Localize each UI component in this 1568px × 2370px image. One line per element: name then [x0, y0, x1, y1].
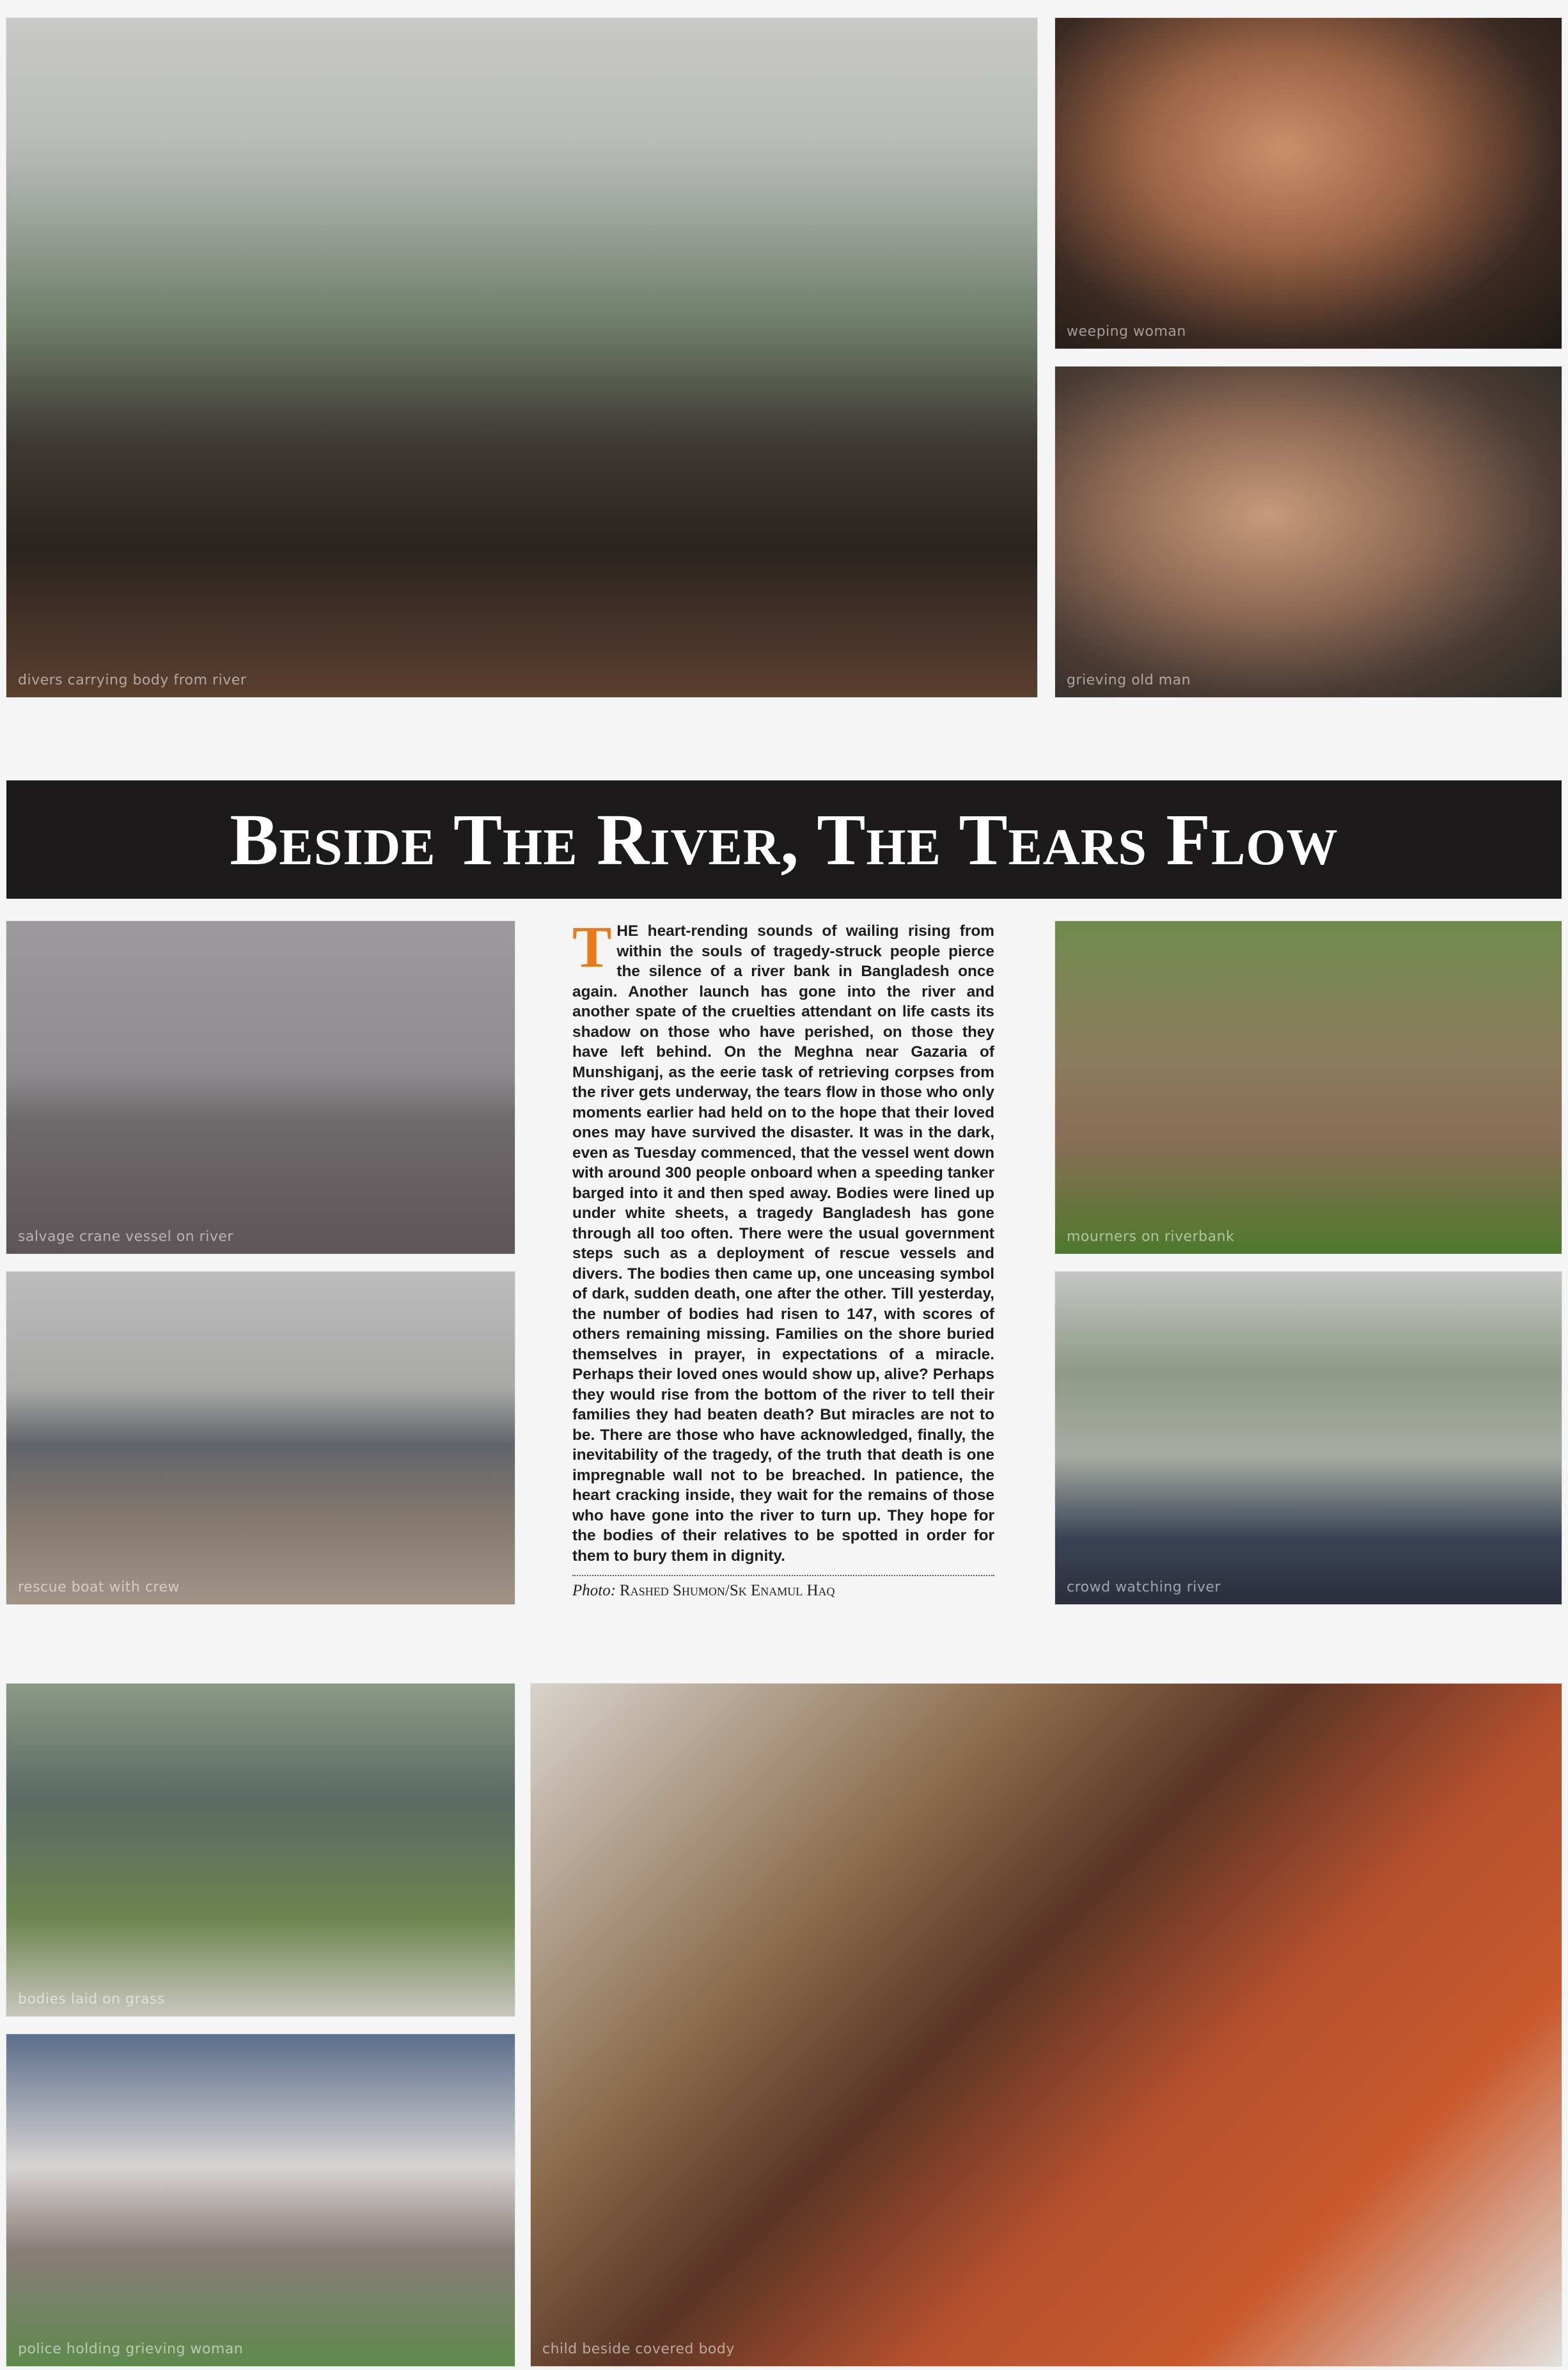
credit-names: Rashed Shumon/Sk Enamul Haq — [620, 1582, 835, 1599]
photo-rescue-boat — [6, 1272, 515, 1604]
photo-child-beside-body — [531, 1684, 1562, 2366]
photo-caption: mourners on riverbank — [1067, 1229, 1235, 1245]
photo-salvage-crane — [6, 921, 515, 1254]
article-text: HE heart-rending sounds of wailing rising from within the souls of tragedy-struck people pierce the silence of a river bank in Bangladesh once again. Another launch has gone into the river and another spate of the cruelties attendant on life casts its shadow on those who have perished, on those they have left behind. On the Meghna near Gazaria of Munshiganj, as the eerie task of retrieving corpses from the river gets underway, the tears flow in those who only moments earlier had held on to the hope that their loved ones may have survived the disaster. It was in the dark, even as Tuesday commenced, that the vessel went down with around 300 people onboard when a speeding tanker barged into it and then sped away. Bodies were lined up under white sheets, a tragedy Bangladesh has gone through all too often. There were the usual government steps such as a deployment of rescue vessels and divers. The bodies then came up, one unceasing symbol of dark, sudden death, one after the other. Till yesterday, the number of bodies had risen to 147, with scores of others remaining missing. Families on the shore buried themselves in prayer, in expectations of a miracle. Perhaps their loved ones would show up, alive? Perhaps they would rise from the bottom of the river to tell their families they had beaten death? But miracles are not to be. There are those who have acknowledged, finally, the inevitability of the tragedy, of the truth that death is one impregnable wall not to be breached. In patience, the heart cracking inside, they wait for the remains of those who have gone into the river to turn up. They hope for the bodies of their relatives to be spotted in order for them to bury them in dignity. — [572, 922, 994, 1565]
photo-caption: salvage crane vessel on river — [18, 1229, 233, 1245]
photo-caption: divers carrying body from river — [18, 672, 247, 688]
photo-weeping-woman — [1055, 18, 1562, 349]
photo-caption: grieving old man — [1067, 672, 1191, 688]
photo-crowd-river — [1055, 1272, 1562, 1604]
photo-caption: police holding grieving woman — [18, 2341, 244, 2357]
photo-caption: weeping woman — [1067, 324, 1186, 340]
headline-bar — [6, 780, 1562, 899]
photo-caption: child beside covered body — [542, 2341, 735, 2357]
article-body — [572, 914, 994, 1566]
drop-cap: T — [572, 914, 612, 979]
photo-caption: bodies laid on grass — [18, 1991, 165, 2007]
photo-caption: crowd watching river — [1067, 1579, 1221, 1595]
photo-mourners-riverbank — [1055, 921, 1562, 1254]
photo-rescue-divers — [6, 18, 1037, 697]
photo-grieving-old-man — [1055, 367, 1562, 697]
photo-credit — [572, 1582, 994, 1600]
photo-bodies-on-grass — [6, 1684, 515, 2016]
credit-label: Photo: — [572, 1582, 616, 1599]
photo-caption: rescue boat with crew — [18, 1579, 180, 1595]
credit-divider — [572, 1575, 994, 1576]
photo-police-grieving-woman — [6, 2034, 515, 2366]
page-title: Beside The River, The Tears Flow — [230, 798, 1338, 880]
